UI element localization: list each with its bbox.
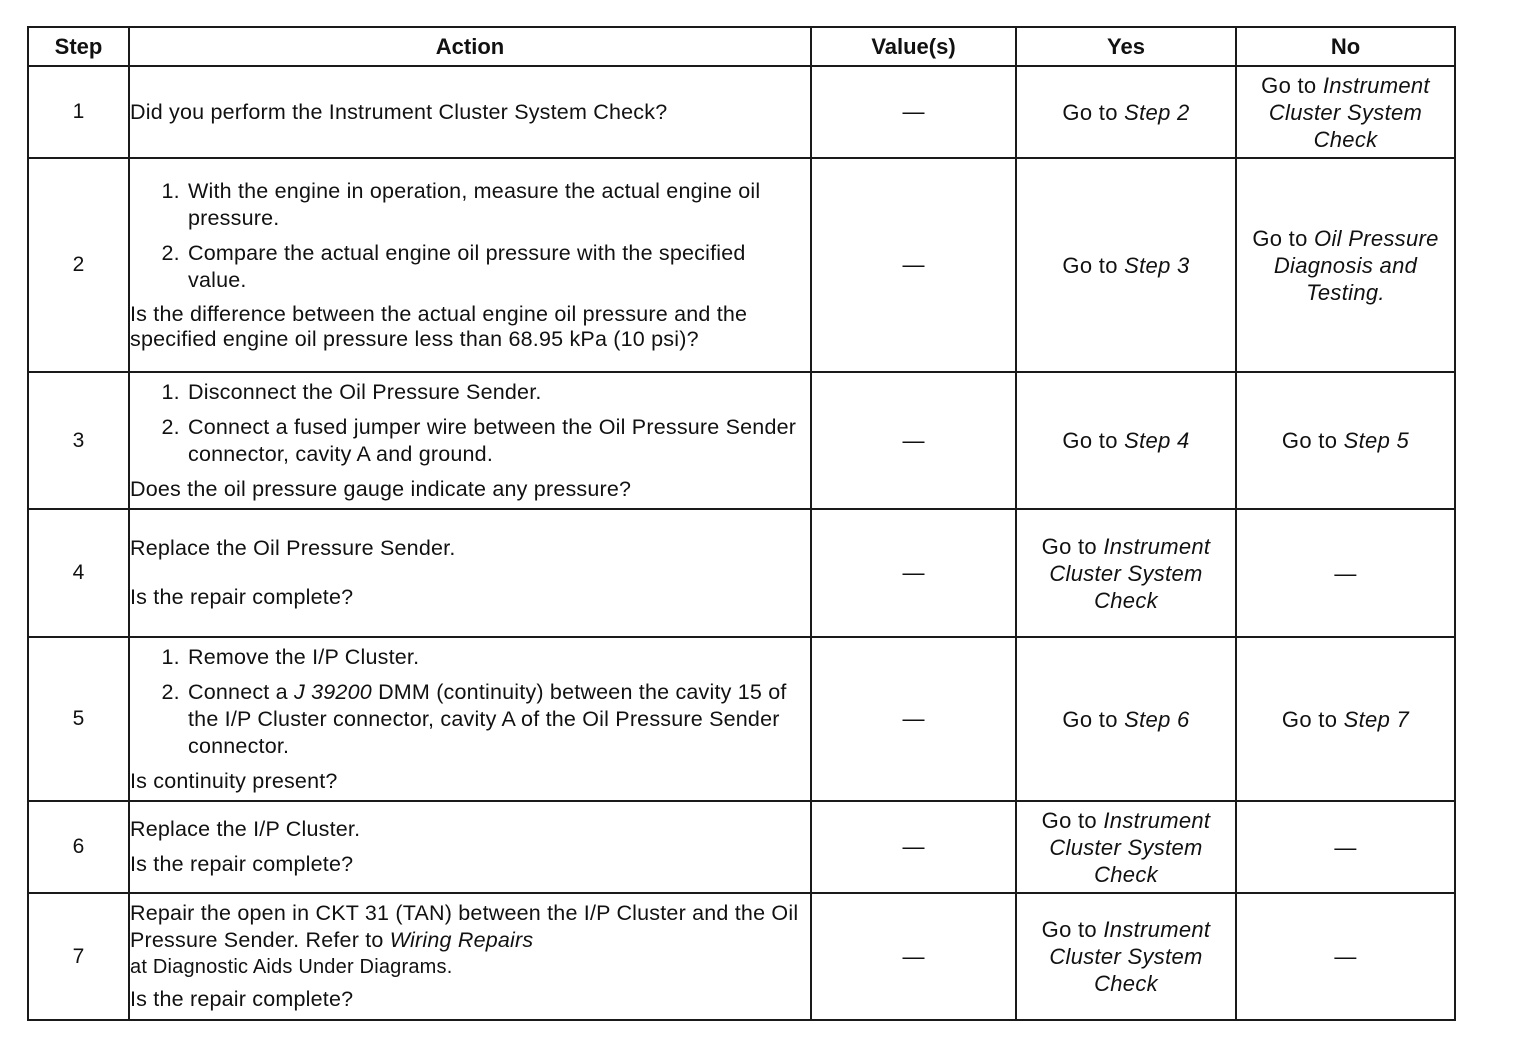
yes-prefix: Go to [1062, 706, 1125, 732]
substep [186, 679, 810, 760]
yes-link[interactable]: Step 3 [1124, 252, 1190, 278]
no-link[interactable]: Step 5 [1343, 428, 1410, 453]
question-text: Is continuity present? [130, 768, 338, 793]
action-text-part: at Diagnostic Aids Under Diagrams. [130, 956, 453, 978]
action-cell [129, 893, 811, 1020]
substep-text: Connect a [188, 679, 294, 704]
substep: 1. With the engine in operation, measure the actual engine oil pressure. [186, 178, 810, 232]
yes-cell [1016, 158, 1236, 372]
no-cell [1236, 66, 1455, 158]
value-cell: — [811, 66, 1016, 158]
table-row [28, 801, 1455, 893]
no-prefix: Go to [1252, 225, 1315, 251]
diagnostic-table [27, 26, 1456, 1021]
no-prefix: Go to [1281, 428, 1344, 453]
action-text: Did you perform the Instrument Cluster System Check? [130, 99, 668, 124]
question-text: Does the oil pressure gauge indicate any pressure? [130, 476, 632, 501]
no-cell [1236, 158, 1455, 372]
table-row [28, 637, 1455, 801]
question-text: Is the difference between the actual engine oil pressure and the specified engine oil pressure less than 68.95 kPa (10 psi)? [130, 302, 748, 351]
tool-number: J 39200 [293, 679, 372, 704]
step-number: 1 [28, 66, 129, 158]
header-row [28, 27, 1455, 66]
no-cell [1236, 637, 1455, 801]
table-row [28, 509, 1455, 637]
yes-cell [1016, 637, 1236, 801]
yes-link[interactable]: Step 6 [1124, 706, 1190, 732]
no-prefix: Go to [1281, 706, 1344, 732]
wiring-repairs-link[interactable]: Wiring Repairs [389, 928, 534, 952]
step-number: 7 [28, 893, 129, 1020]
action-text [130, 900, 810, 954]
header-step: Step [28, 27, 129, 66]
yes-cell [1016, 509, 1236, 637]
yes-link[interactable]: Step 2 [1124, 99, 1190, 125]
substep: 1. Disconnect the Oil Pressure Sender. [186, 379, 810, 406]
action-cell [129, 801, 811, 893]
yes-prefix: Go to [1041, 917, 1104, 942]
step-number: 2 [28, 158, 129, 372]
substep-list [130, 644, 810, 760]
yes-cell [1016, 801, 1236, 893]
no-cell: — [1236, 509, 1455, 637]
step-number: 5 [28, 637, 129, 801]
table-row [28, 158, 1455, 372]
step-number: 4 [28, 509, 129, 637]
step-number: 6 [28, 801, 129, 893]
table-row [28, 372, 1455, 509]
action-text: Replace the Oil Pressure Sender. [130, 536, 456, 560]
table-row [28, 66, 1455, 158]
no-cell: — [1236, 893, 1455, 1020]
substep-list [130, 379, 810, 468]
value-cell: — [811, 158, 1016, 372]
substep: 2. Connect a fused jumper wire between the Oil Pressure Sender connector, cavity A and ground. [186, 414, 810, 468]
header-yes: Yes [1016, 27, 1236, 66]
header-values: Value(s) [811, 27, 1016, 66]
substep: 1. Remove the I/P Cluster. [186, 644, 810, 671]
substep-text: DMM (continuity) between the cavity 15 of the I/P Cluster connector, cavity A of the Oil Pressure Sender connector. [188, 679, 787, 758]
substep: 2. Compare the actual engine oil pressure with the specified value. [186, 240, 810, 294]
value-cell: — [811, 893, 1016, 1020]
yes-link[interactable]: Instrument Cluster System Check [1049, 533, 1211, 613]
action-cell [129, 509, 811, 637]
no-prefix: Go to [1261, 72, 1323, 98]
yes-prefix: Go to [1062, 428, 1125, 453]
no-link[interactable]: Oil Pressure Diagnosis and Testing. [1273, 225, 1439, 305]
yes-prefix: Go to [1041, 807, 1104, 833]
action-text-part: Repair the open in CKT 31 (TAN) between the I/P Cluster and the Oil Pressure Sender. Refer to [130, 901, 799, 952]
no-cell: — [1236, 801, 1455, 893]
question-text: Is the repair complete? [130, 852, 354, 876]
yes-prefix: Go to [1062, 252, 1125, 278]
yes-link[interactable]: Instrument Cluster System Check [1049, 807, 1211, 887]
yes-link[interactable]: Step 4 [1124, 428, 1190, 453]
yes-cell [1016, 372, 1236, 509]
action-cell [129, 637, 811, 801]
yes-prefix: Go to [1062, 99, 1125, 125]
value-cell: — [811, 372, 1016, 509]
value-cell: — [811, 637, 1016, 801]
yes-prefix: Go to [1041, 533, 1104, 559]
value-cell: — [811, 801, 1016, 893]
question-text: Is the repair complete? [130, 987, 354, 1011]
question-text: Is the repair complete? [130, 585, 354, 609]
action-cell [129, 372, 811, 509]
header-no: No [1236, 27, 1455, 66]
no-link[interactable]: Instrument Cluster System Check [1268, 72, 1430, 152]
no-link[interactable]: Step 7 [1343, 706, 1410, 732]
no-cell [1236, 372, 1455, 509]
yes-link[interactable]: Instrument Cluster System Check [1049, 917, 1211, 996]
action-text: Replace the I/P Cluster. [130, 817, 361, 841]
substep-list [130, 178, 810, 294]
value-cell: — [811, 509, 1016, 637]
action-cell [129, 66, 811, 158]
action-cell [129, 158, 811, 372]
header-action: Action [129, 27, 811, 66]
yes-cell [1016, 66, 1236, 158]
yes-cell [1016, 893, 1236, 1020]
step-number: 3 [28, 372, 129, 509]
table-row [28, 893, 1455, 1020]
